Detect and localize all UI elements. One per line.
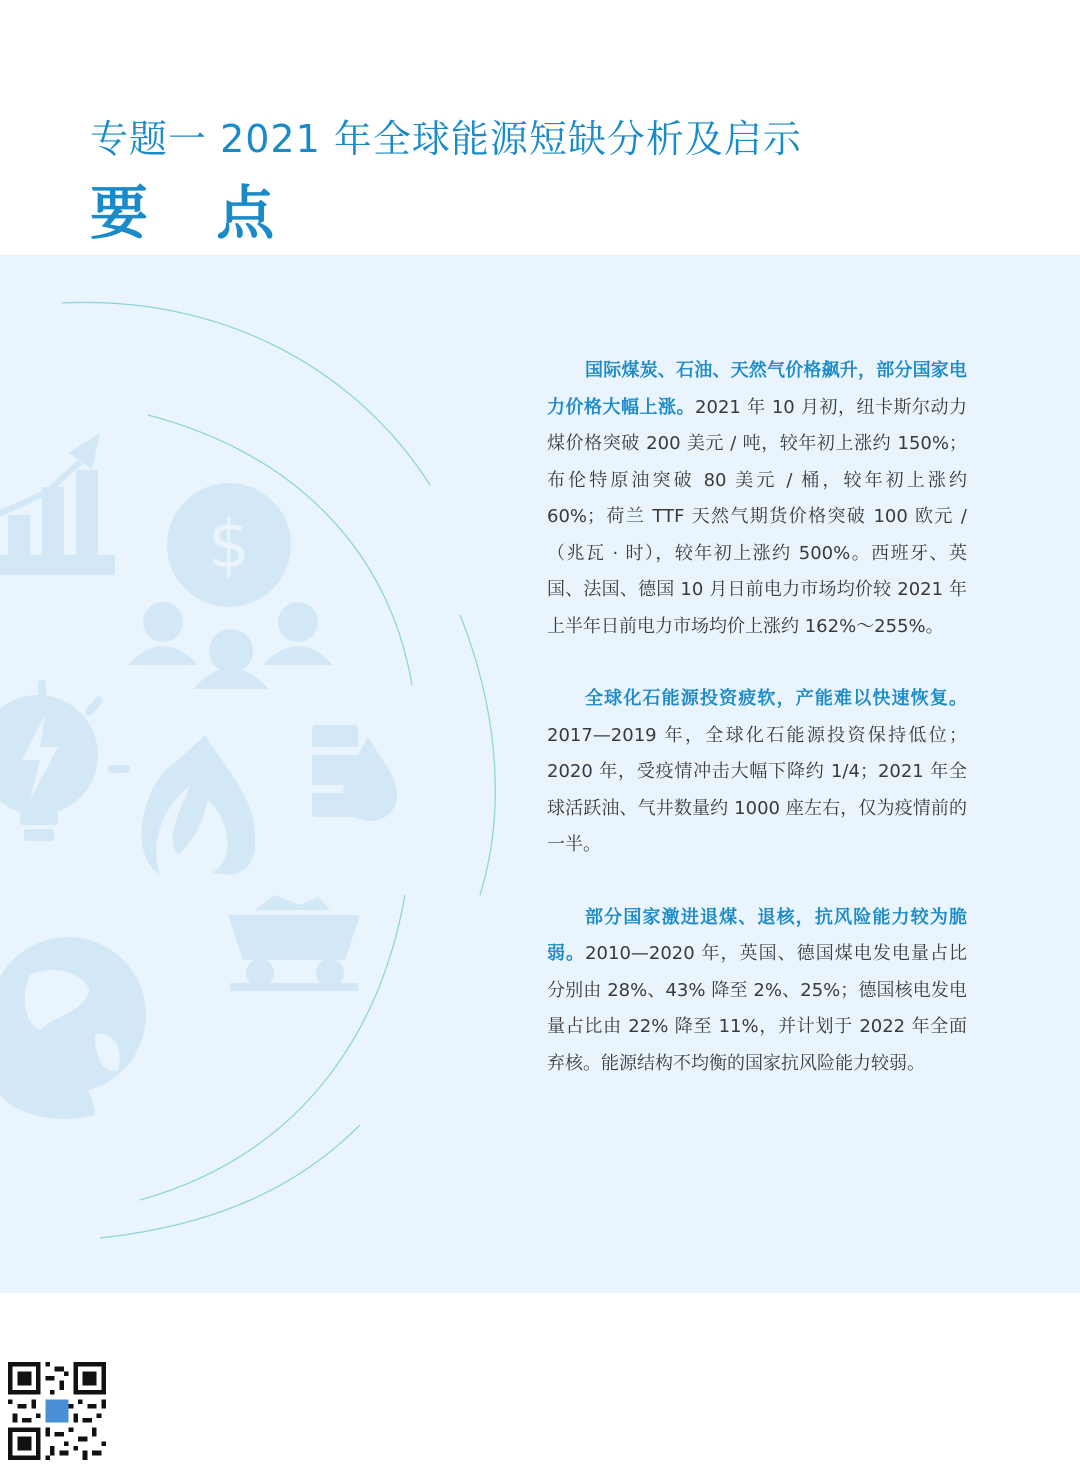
qr-code-icon[interactable]: [8, 1362, 106, 1460]
key-point: [547, 353, 967, 645]
rising-chart-icon: [0, 433, 115, 575]
dollar-coin-icon: [167, 483, 291, 607]
topic-title: 专题一 2021 年全球能源短缺分析及启示: [90, 117, 802, 161]
flame-icon: [141, 735, 255, 875]
people-group-icon: [128, 602, 333, 689]
key-point-lead: 部分国家激进退煤、退核，抗风险能力较为脆弱。: [547, 906, 967, 964]
key-point-lead: 全球化石能源投资疲软，产能难以快速恢复。: [585, 688, 967, 709]
key-points-list: [547, 353, 967, 1118]
key-point-body: 2017—2019 年，全球化石能源投资保持低位；2020 年，受疫情冲击大幅下降约 1/4；2021 年全球活跃油、气井数量约 1000 座左右，仅为疫情前的一半。: [547, 724, 967, 855]
svg-text:$: $: [208, 506, 250, 583]
page-header: [0, 0, 1080, 255]
key-point: [547, 681, 967, 864]
key-point-body: 2010—2020 年，英国、德国煤电发电量占比分别由 28%、43% 降至 2%、25%；德国核电发电量占比由 22% 降至 11%，并计划于 2022 年全面弃核。能源结构不均衡的国家抗风险能力较弱。: [547, 943, 968, 1074]
mine-cart-icon: [228, 895, 360, 991]
light-bulb-icon: [0, 680, 130, 841]
key-point-body: 2021 年 10 月初，纽卡斯尔动力煤价格突破 200 美元 / 吨，较年初上涨约 150%；布伦特原油突破 80 美元 / 桶，较年初上涨约 60%；荷兰 TTF 天然气期货价格突破 100 欧元 /（兆瓦 · 时），较年初上涨约 500%。西班牙、英国、法国、德国 10 月日前电力市场均价较 2021 年上半年日前电力市场均价上涨约 162%～255%。: [547, 396, 967, 637]
energy-icons-illustration: [0, 255, 560, 1293]
section-heading: 要 点: [90, 179, 299, 247]
key-point: [547, 900, 967, 1083]
key-point-lead: 国际煤炭、石油、天然气价格飙升，部分国家电力价格大幅上涨。: [547, 360, 967, 418]
oil-barrel-icon: [305, 725, 397, 821]
